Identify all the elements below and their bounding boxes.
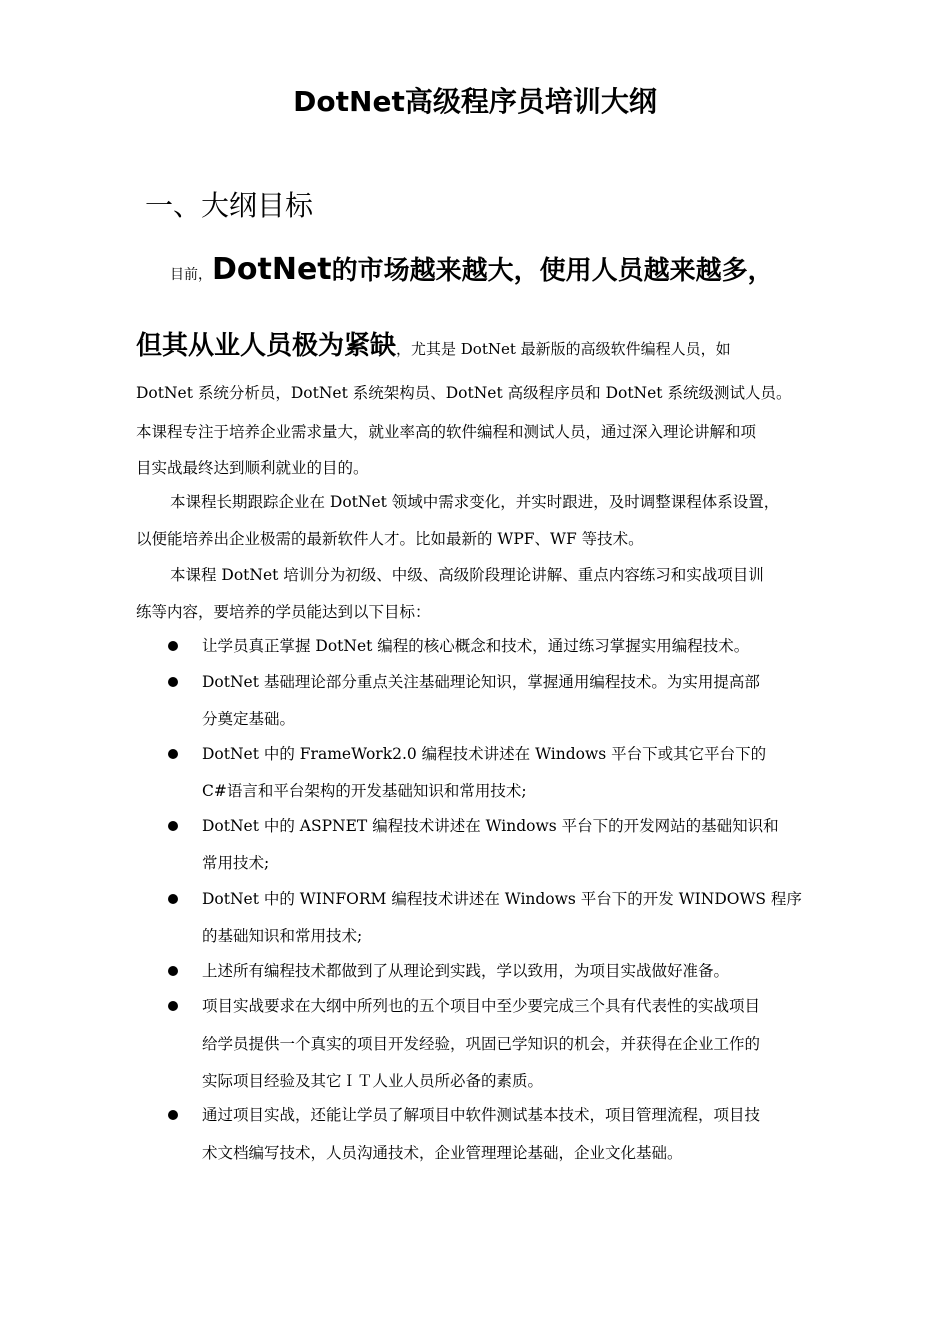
bullet-4-line-2: 常用技术; <box>202 854 270 872</box>
document-title <box>0 82 950 122</box>
intro-prefix: 目前， <box>170 267 212 283</box>
bullet-2-line-1: DotNet 基础理论部分重点关注基础理论知识，掌握通用编程技术。为实用提高部 <box>202 673 760 691</box>
intro-line-4: 本课程专注于培养企业需求量大，就业率高的软件编程和测试人员，通过深入理论讲解和项 <box>136 423 757 441</box>
bullet-2-line-2: 分奠定基础。 <box>202 710 296 728</box>
bullet-6-line-1: 上述所有编程技术都做到了从理论到实践，学以致用，为项目实战做好准备。 <box>202 962 730 980</box>
bullet-dot <box>168 821 178 831</box>
bullet-3-line-2: C#语言和平台架构的开发基础知识和常用技术; <box>202 782 527 800</box>
bullet-7-line-3: 实际项目经验及其它ＩＴ人业人员所必备的素质。 <box>202 1072 544 1090</box>
title-text: 高级程序员培训大纲 <box>404 85 657 118</box>
bullet-dot <box>168 894 178 904</box>
bullet-5-line-2: 的基础知识和常用技术; <box>202 927 363 945</box>
para2-line-1: 本课程长期跟踪企业在 DotNet 领域中需求变化，并实时跟进，及时调整课程体系设置， <box>170 493 780 511</box>
bullet-dot <box>168 1001 178 1011</box>
bullet-8-line-1: 通过项目实战，还能让学员了解项目中软件测试基本技术，项目管理流程，项目技 <box>202 1106 761 1124</box>
intro-text-2: ，尤其是 DotNet 最新版的高级软件编程人员，如 <box>396 340 731 358</box>
intro-line-3: DotNet 系统分析员，DotNet 系统架构员、DotNet 高级程序员和 DotNet 系统级测试人员。 <box>136 384 792 402</box>
intro-line-5: 目实战最终达到顺利就业的目的。 <box>136 459 369 477</box>
intro-emphasis-2: 但其从业人员极为紧缺 <box>136 331 397 361</box>
bullet-dot <box>168 1110 178 1120</box>
title-brand: DotNet <box>293 85 405 118</box>
intro-brand: DotNet <box>212 252 332 287</box>
bullet-dot <box>168 641 178 651</box>
intro-line-2 <box>136 326 731 369</box>
bullet-dot <box>168 677 178 687</box>
bullet-dot <box>168 749 178 759</box>
bullet-5-line-1: DotNet 中的 WINFORM 编程技术讲述在 Windows 平台下的开发 WINDOWS 程序 <box>202 890 802 908</box>
bullet-7-line-1: 项目实战要求在大纲中所列也的五个项目中至少要完成三个具有代表性的实战项目 <box>202 997 761 1015</box>
intro-line-1 <box>170 250 774 295</box>
bullet-dot <box>168 966 178 976</box>
bullet-8-line-2: 术文档编写技术，人员沟通技术，企业管理理论基础，企业文化基础。 <box>202 1144 683 1162</box>
bullet-3-line-1: DotNet 中的 FrameWork2.0 编程技术讲述在 Windows 平台下或其它平台下的 <box>202 745 767 763</box>
intro-emphasis-1: 的市场越来越大，使用人员越来越多， <box>331 256 774 286</box>
bullet-4-line-1: DotNet 中的 ASPNET 编程技术讲述在 Windows 平台下的开发网站的基础知识和 <box>202 817 779 835</box>
para3-line-1: 本课程 DotNet 培训分为初级、中级、高级阶段理论讲解、重点内容练习和实战项目训 <box>170 566 764 584</box>
para2-line-2: 以便能培养出企业极需的最新软件人才。比如最新的 WPF、WF 等技术。 <box>136 530 644 548</box>
para3-line-2: 练等内容，要培养的学员能达到以下目标： <box>136 603 431 621</box>
bullet-7-line-2: 给学员提供一个真实的项目开发经验，巩固已学知识的机会，并获得在企业工作的 <box>202 1035 761 1053</box>
section-heading: 一、大纲目标 <box>145 189 314 222</box>
bullet-1-line-1: 让学员真正掌握 DotNet 编程的核心概念和技术，通过练习掌握实用编程技术。 <box>202 637 750 655</box>
